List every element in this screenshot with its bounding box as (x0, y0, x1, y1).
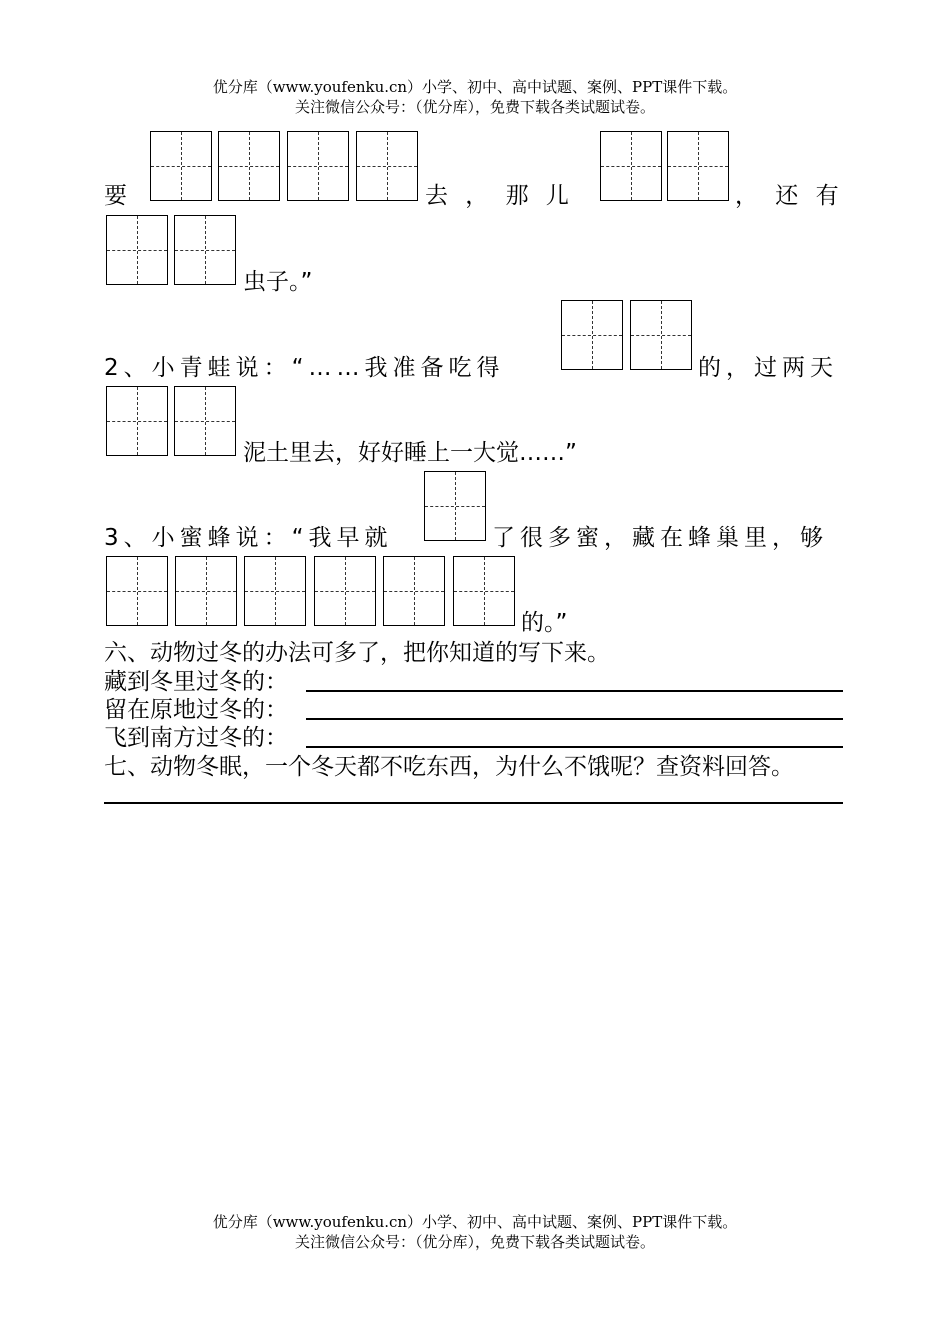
answer-box[interactable] (630, 300, 692, 370)
footer-line-2: 关注微信公众号：（优分库），免费下载各类试题试卷。 (294, 1233, 655, 1251)
q2-text-b: 的，过两天 (698, 355, 838, 381)
answer-box[interactable] (218, 131, 280, 201)
q1-text-c: ， 还 有 (735, 183, 844, 209)
answer-box[interactable] (150, 131, 212, 201)
answer-box[interactable] (174, 386, 236, 456)
footer-line-1: 优分库（www.youfenku.cn）小学、初中、高中试题、案例、PPT课件下载。 (212, 1213, 738, 1231)
section6-item-label: 留在原地过冬的： (104, 697, 288, 723)
section6-title: 六、动物过冬的办法可多了，把你知道的写下来。 (104, 640, 610, 666)
q3-text-c: 的。” (521, 610, 568, 636)
answer-box[interactable] (383, 556, 445, 626)
answer-box[interactable] (600, 131, 662, 201)
answer-box[interactable] (314, 556, 376, 626)
section7-title: 七、动物冬眠，一个冬天都不吃东西，为什么不饿呢？查资料回答。 (104, 754, 794, 780)
answer-box[interactable] (174, 215, 236, 285)
answer-box[interactable] (561, 300, 623, 370)
answer-box[interactable] (424, 471, 486, 541)
answer-line[interactable] (306, 690, 843, 692)
answer-box[interactable] (287, 131, 349, 201)
q2-text-a: 2、小青蛙说：“……我准备吃得 (104, 355, 505, 381)
section6-item-label: 飞到南方过冬的： (104, 725, 288, 751)
section6-item-label: 藏到冬里过冬的： (104, 669, 288, 695)
q1-text-d: 虫子。” (243, 269, 313, 295)
answer-box[interactable] (667, 131, 729, 201)
header-line-1: 优分库（www.youfenku.cn）小学、初中、高中试题、案例、PPT课件下载。 (212, 78, 738, 96)
q2-text-c: 泥土里去，好好睡上一大觉……” (243, 440, 577, 466)
answer-line[interactable] (104, 802, 843, 804)
header-line-2: 关注微信公众号：（优分库），免费下载各类试题试卷。 (294, 98, 655, 116)
answer-box[interactable] (453, 556, 515, 626)
answer-line[interactable] (306, 746, 843, 748)
answer-box[interactable] (175, 556, 237, 626)
q1-text-b: 去 ， 那 儿 (425, 183, 574, 209)
answer-box[interactable] (106, 556, 168, 626)
q3-text-a: 3、小蜜蜂说：“我早就 (104, 525, 393, 551)
q1-text-a: 要 (104, 183, 127, 209)
answer-box[interactable] (356, 131, 418, 201)
answer-box[interactable] (244, 556, 306, 626)
answer-box[interactable] (106, 386, 168, 456)
q3-text-b: 了很多蜜，藏在蜂巢里，够 (492, 525, 828, 551)
answer-box[interactable] (106, 215, 168, 285)
answer-line[interactable] (306, 718, 843, 720)
